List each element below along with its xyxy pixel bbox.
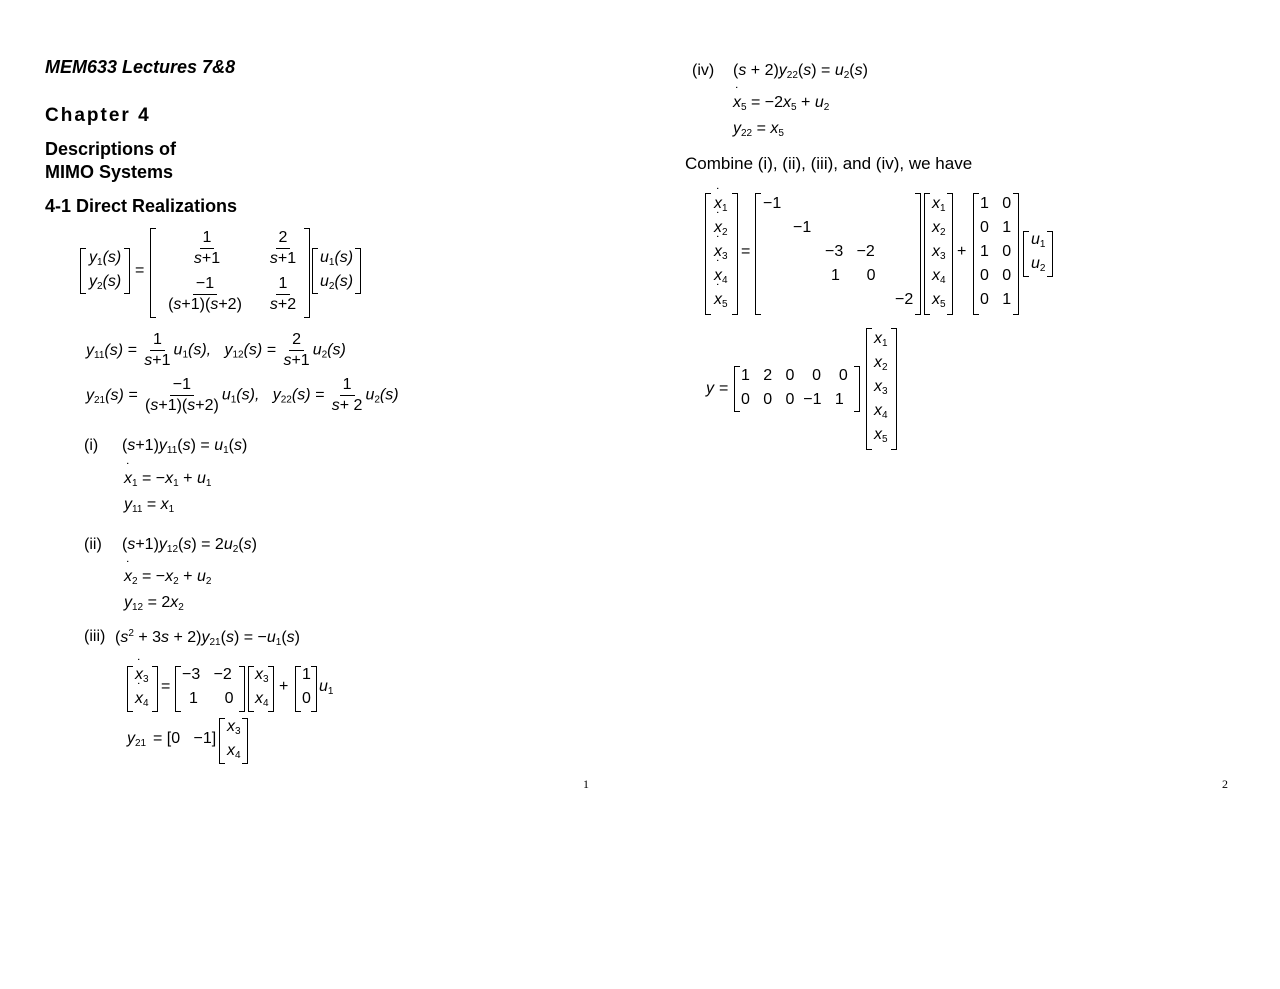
state-eq-x1: ˙ $x_1 = -x_1 + u_1$ [124, 470, 211, 489]
step-ii-label: (ii) [84, 536, 102, 553]
transfer-matrix-equation: $y_1(s)$ $y_2(s)$ = $\frac{1}{s+1}$ $\frac{2}{s+1}$ $\frac{-1}{(s+1)(s+2)}$ $\frac{1}{s+2}$ $u_1(s)$ $u_2(s)$ [80, 228, 370, 320]
course-title: MEM633 Lectures 7&8 [45, 57, 236, 77]
step-iii-equation: $(s^2 + 3s + 2)y_{21}(s) = -u_1(s)$ [115, 628, 300, 648]
chapter-subtitle-line-2: MIMO Systems [45, 162, 174, 182]
step-i-equation: $(s+1)y_{11}(s) = u_1(s)$ [122, 437, 248, 456]
combined-state-equation: ˙ $x_1$ ˙ $x_2$ ˙ $x_3$ ˙ $x_4$ ˙ $x_5$ = −1 −1 −3 −2 1 0 −2 $x_1$ $x_2$ $x_3$ $x_4$ $x_5$ + 1 0 0 1 1 0 0 0 0 1 $u_1$ $u_2$ [705, 193, 1065, 318]
state-eq-x3-x4: ˙ $x_3$ ˙ $x_4$ = −3 −2 1 0 $x_3$ $x_4$ + 1 0 $u_1$ [127, 664, 347, 714]
step-ii-equation: $(s+1)y_{12}(s) = 2u_2(s)$ [122, 536, 257, 555]
output-eq-y22: $y_{22} = x_5$ [733, 120, 784, 139]
section-heading: 4-1 Direct Realizations [45, 196, 238, 216]
scalar-transfer-functions: $y_{11}(s)$ = $\frac{1}{s+1}$ $u_1(s)$, $y_{12}(s)$ = $\frac{2}{s+1}$ $u_2(s)$ $y_{21}(s)$ = $\frac{-1}{(s+1)(s+2)}$ $u_1(s)$, $y_{22}(s)$ = $\frac{1}{s+ 2}$ $u_2(s)$ [86, 331, 399, 414]
step-i-label: (i) [84, 437, 99, 454]
state-eq-x2: ˙ $x_2 = -x_2 + u_2$ [124, 568, 211, 587]
step-iii-label: (iii) [84, 628, 106, 645]
step-iv-equation: $(s + 2)y_{22}(s) = u_2(s)$ [733, 62, 868, 81]
page-number-left: 1 [583, 777, 589, 791]
page-number-right: 2 [1222, 777, 1228, 791]
chapter-subtitle [45, 138, 176, 184]
chapter-subtitle-line-1: Descriptions of [45, 139, 177, 159]
state-eq-x5: ˙ $x_5 = -2x_5 + u_2$ [733, 94, 829, 113]
combine-text: Combine (i), (ii), (iii), and (iv), we have [685, 154, 973, 173]
step-iv-label: (iv) [692, 62, 715, 79]
output-eq-y12: $y_{12} = 2x_2$ [124, 594, 184, 613]
output-eq-y21: $y_{21}$ = [0 −1] $x_3$ $x_4$ [127, 716, 277, 766]
output-eq-y11: $y_{11} = x_1$ [124, 496, 175, 515]
combined-output-equation: y = 1 2 0 0 0 0 0 0 −1 1 $x_1$ $x_2$ $x_3$ $x_4$ $x_5$ [706, 328, 906, 453]
chapter-title: Chapter 4 [45, 105, 151, 126]
